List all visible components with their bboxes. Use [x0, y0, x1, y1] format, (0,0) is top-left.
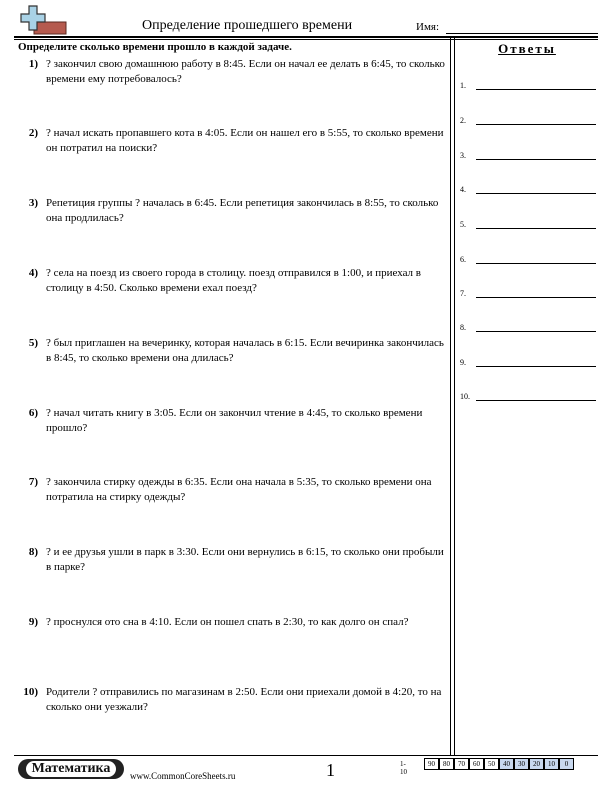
answer-slot-8[interactable]: [460, 322, 596, 332]
answer-number: 5.: [460, 220, 466, 229]
problem-text: Родители ? отправились по магазинам в 2:50. Если они приехали домой в 4:20, то на сколько они уезжали?: [46, 686, 442, 713]
answer-line[interactable]: [476, 193, 596, 194]
answer-number: 7.: [460, 289, 466, 298]
name-label: Имя:: [416, 21, 440, 33]
answer-slot-9[interactable]: [460, 357, 596, 367]
score-cell: 70: [454, 758, 469, 770]
problem-number: 7): [28, 476, 38, 488]
problem-number: 2): [28, 127, 38, 139]
answer-slot-2[interactable]: [460, 115, 596, 125]
problem-number: 1): [28, 58, 38, 70]
plus-logo-icon: [20, 4, 68, 36]
answer-slot-10[interactable]: [460, 391, 596, 401]
problem-number: 9): [28, 616, 38, 628]
problem-text: ? начал искать пропавшего кота в 4:05. Если он нашел его в 5:55, то сколько времени он потратил на поиски?: [46, 127, 444, 154]
answer-line[interactable]: [476, 263, 596, 264]
answer-slot-7[interactable]: [460, 288, 596, 298]
answer-number: 1.: [460, 81, 466, 90]
answer-number: 10.: [460, 392, 470, 401]
score-cell: 10: [544, 758, 559, 770]
answer-number: 3.: [460, 151, 466, 160]
score-cell: 0: [559, 758, 574, 770]
problem-text: ? и ее друзья ушли в парк в 3:30. Если они вернулись в 6:15, то сколько они пробыли в парке?: [46, 546, 444, 573]
problem-text: ? был приглашен на вечеринку, которая началась в 6:15. Если вечиринка закончилась в 8:45, то сколько времени она длилась?: [46, 337, 444, 364]
answer-slot-5[interactable]: [460, 219, 596, 229]
problem-number: 6): [28, 407, 38, 419]
answer-line[interactable]: [476, 228, 596, 229]
problem-text: ? закончила стирку одежды в 6:35. Если она начала в 5:35, то сколько времени она потратила на стирку одежды?: [46, 476, 432, 503]
answer-line[interactable]: [476, 366, 596, 367]
name-field-line[interactable]: [446, 33, 598, 34]
answer-number: 8.: [460, 323, 466, 332]
score-cell: 30: [514, 758, 529, 770]
page-number: 1: [326, 760, 335, 780]
problem-number: 5): [28, 337, 38, 349]
footer-rule: [14, 755, 598, 756]
answer-slot-3[interactable]: [460, 150, 596, 160]
answer-line[interactable]: [476, 89, 596, 90]
score-cell: 40: [499, 758, 514, 770]
answer-line[interactable]: [476, 400, 596, 401]
answer-number: 9.: [460, 358, 466, 367]
problem-number: 10): [23, 686, 38, 698]
problem-text: Репетиция группы ? началась в 6:45. Если репетиция закончилась в 8:55, то сколько она продлилась?: [46, 197, 439, 224]
score-cell: 50: [484, 758, 499, 770]
column-divider: [454, 37, 455, 755]
score-cell: 20: [529, 758, 544, 770]
answers-heading: Ответы: [498, 41, 556, 56]
column-divider: [450, 37, 451, 755]
answer-number: 2.: [460, 116, 466, 125]
problem-text: ? села на поезд из своего города в столицу. поезд отправился в 1:00, и приехал в столицу в 4:50. Сколько времени ехал поезд?: [46, 267, 421, 294]
problem-number: 3): [28, 197, 38, 209]
problem-number: 4): [28, 267, 38, 279]
brand-badge: [18, 759, 124, 779]
site-url: www.CommonCoreSheets.ru: [130, 771, 236, 781]
answer-line[interactable]: [476, 159, 596, 160]
answer-slot-6[interactable]: [460, 254, 596, 264]
answer-slot-1[interactable]: [460, 80, 596, 90]
answer-line[interactable]: [476, 297, 596, 298]
answer-line[interactable]: [476, 331, 596, 332]
problem-text: ? начал читать книгу в 3:05. Если он закончил чтение в 4:45, то сколько времени прошло?: [46, 407, 423, 434]
score-cell: 80: [439, 758, 454, 770]
score-cell: 60: [469, 758, 484, 770]
problem-number: 8): [28, 546, 38, 558]
score-range-label: 1-10: [400, 760, 407, 776]
instructions: Определите сколько времени прошло в каждой задаче.: [18, 41, 292, 53]
score-cell: 90: [424, 758, 439, 770]
brand-label: Математика: [26, 761, 117, 777]
problem-text: ? проснулся ото сна в 4:10. Если он пошел спать в 2:30, то как долго он спал?: [46, 616, 409, 628]
answer-number: 4.: [460, 185, 466, 194]
header-rule-thin: [14, 39, 598, 40]
answer-slot-4[interactable]: [460, 184, 596, 194]
answer-line[interactable]: [476, 124, 596, 125]
header-rule: [14, 36, 598, 38]
answer-number: 6.: [460, 255, 466, 264]
page-title: Определение прошедшего времени: [142, 18, 353, 33]
problem-text: ? закончил свою домашнюю работу в 8:45. Если он начал ее делать в 6:45, то сколько времени ему потребовалось?: [46, 58, 445, 85]
